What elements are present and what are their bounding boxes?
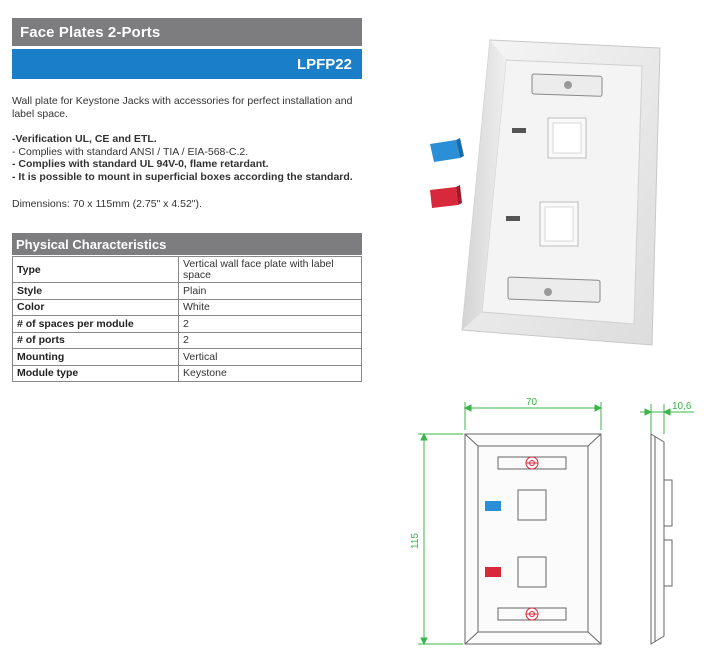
row-value: Vertical [179,349,362,366]
physical-characteristics-title: Physical Characteristics [12,233,362,255]
table-row [13,299,362,316]
feature-item: - Complies with standard ANSI / TIA / EIA-568-C.2. [12,145,249,158]
red-label-icon [485,567,501,577]
row-key: # of spaces per module [13,316,179,333]
table-row [13,257,362,283]
product-title: Face Plates 2-Ports [12,18,362,46]
row-value: 2 [179,332,362,349]
dimensions-text: Dimensions: 70 x 115mm (2.75" x 4.52"). [12,198,202,210]
red-label-icon [430,185,462,208]
table-row [13,349,362,366]
product-description: Wall plate for Keystone Jacks with accessories for perfect installation and label space. [12,95,353,120]
row-key: Module type [13,365,179,382]
blue-label-icon [485,501,501,511]
row-value: Vertical wall face plate with label space [179,257,362,283]
technical-drawing [408,392,708,650]
row-value: 2 [179,316,362,333]
feature-list [12,133,362,183]
table-row [13,316,362,333]
blue-label-icon [430,138,464,162]
row-key: Type [13,257,179,283]
row-key: # of ports [13,332,179,349]
row-value: Plain [179,283,362,300]
row-value: White [179,299,362,316]
row-key: Style [13,283,179,300]
feature-item: -Verification UL, CE and ETL. [12,133,157,145]
product-code: LPFP22 [12,49,362,79]
table-row [13,332,362,349]
face-plate-photo [420,30,670,360]
width-dimension-label: 70 [526,397,538,408]
physical-characteristics-table [12,256,362,382]
row-key: Mounting [13,349,179,366]
row-value: Keystone [179,365,362,382]
table-row [13,365,362,382]
feature-item: - Complies with standard UL 94V-0, flame retardant. [12,158,269,170]
depth-dimension-label: 10,6 [672,401,692,412]
table-row [13,283,362,300]
height-dimension-label: 115 [410,533,421,549]
feature-item: - It is possible to mount in superficial boxes according the standard. [12,170,353,183]
row-key: Color [13,299,179,316]
